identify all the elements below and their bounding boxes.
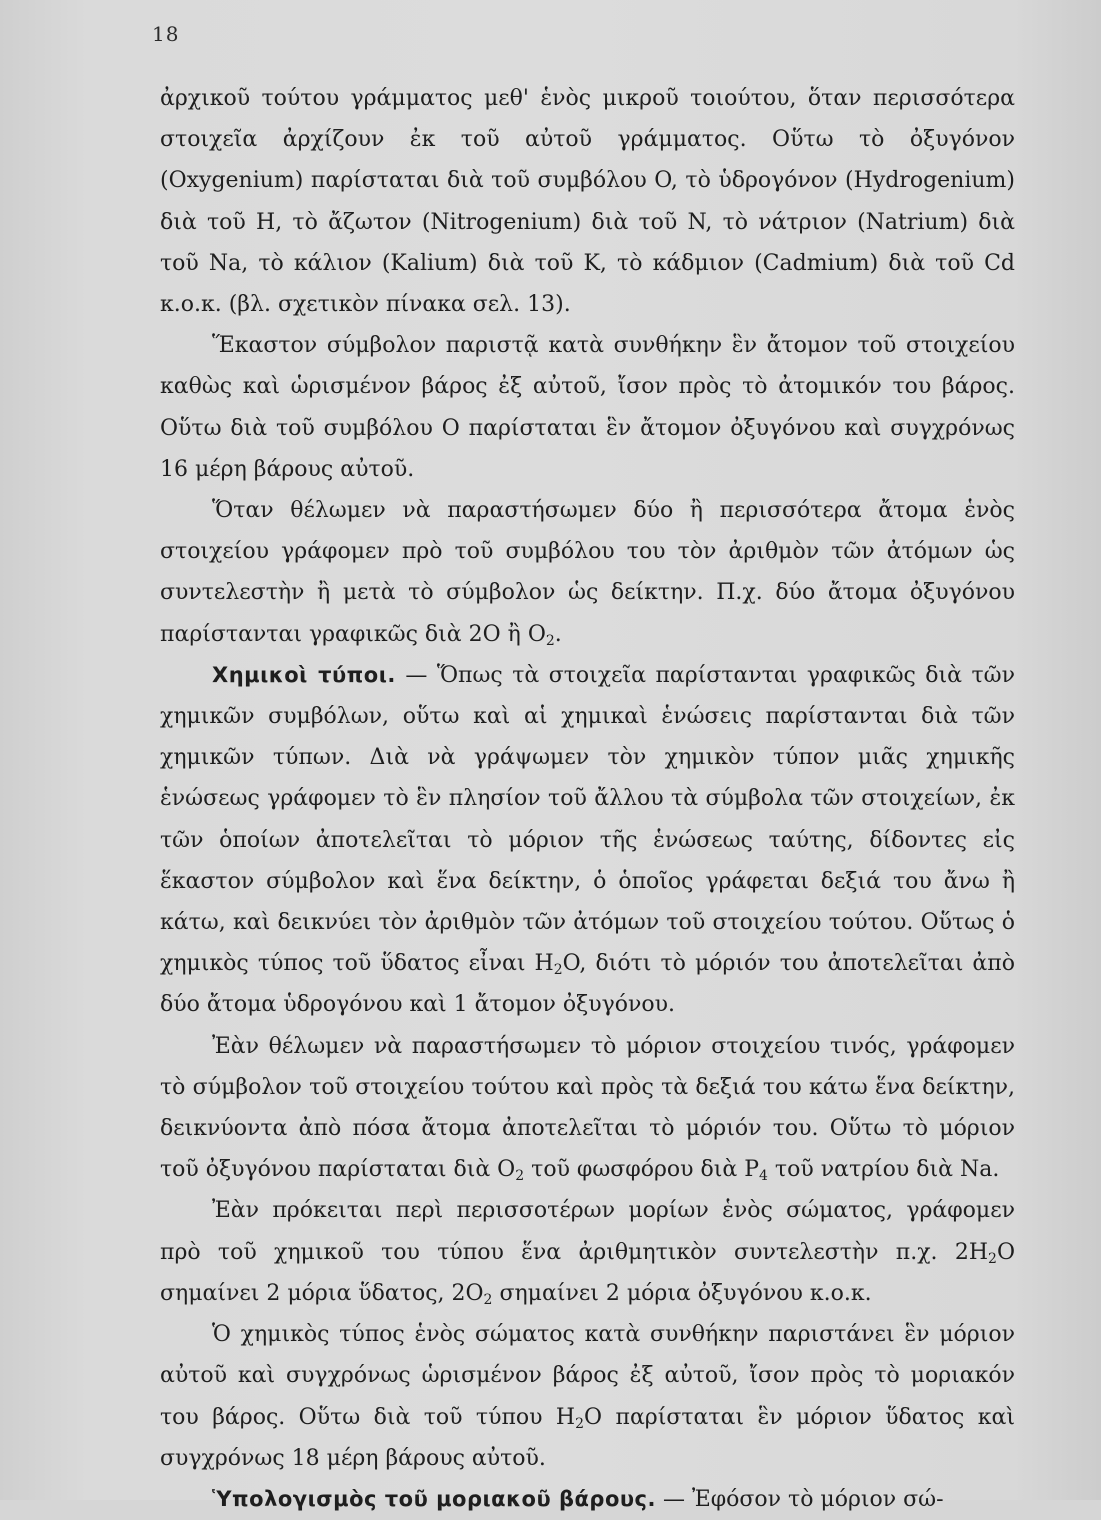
- paragraph-element-symbols: [160, 78, 1015, 325]
- page-number: 18: [152, 22, 180, 46]
- subscript: 2: [515, 1168, 525, 1185]
- section-heading-chemical-formulas: Χημικοὶ τύποι.: [212, 662, 396, 687]
- paragraph-text: Ἐὰν θέλωμεν νὰ παραστήσωμεν τὸ μόριον στοιχείου τινός, γράφομεν τὸ σύμβολον τοῦ στοιχείου τούτου καὶ πρὸς τὰ δεξιά του κάτω ἕνα δείκτην, δεικνύοντα ἀπὸ πόσα ἄτομα ἀποτελεῖται τὸ μόριόν του. Οὕτω τὸ μόριον τοῦ ὀξυγόνου παρίσταται διὰ O: [160, 1033, 1015, 1183]
- paragraph-text: τοῦ φωσφόρου διὰ P: [524, 1157, 760, 1183]
- paragraph-text: O σημαίνει 2 μόρια ὕδατος, 2O: [160, 1239, 1015, 1306]
- subscript: 2: [575, 1415, 585, 1432]
- paragraph-text: O, διότι τὸ μόριόν του ἀποτελεῖται ἀπὸ δύο ἄτομα ὑδρογόνου καὶ 1 ἄτομον ὀξυγόνου.: [160, 951, 1015, 1018]
- paragraph-text: Ὁ χημικὸς τύπος ἑνὸς σώματος κατὰ συνθήκην παριστάνει ἓν μόριον αὐτοῦ καὶ συγχρόνως ὡρισμένον βάρος ἐξ αὐτοῦ, ἴσον πρὸς τὸ μοριακόν του βάρος. Οὕτω διὰ τοῦ τύπου H: [160, 1322, 1015, 1430]
- subscript: 4: [759, 1168, 768, 1185]
- paragraph-text: Ἕκαστον σύμβολον παριστᾷ κατὰ συνθήκην ἓν ἄτομον τοῦ στοιχείου καθὼς καὶ ὡρισμένον βάρος ἐξ αὐτοῦ, ἴσον πρὸς τὸ ἀτομικόν του βάρος. Οὕτω διὰ τοῦ συμβόλου O παρίσταται ἓν ἄτομον ὀξυγόνου καὶ συγχρόνως 16 μέρη βάρους αὐτοῦ.: [160, 333, 1015, 482]
- paragraph-text: ἀρχικοῦ τούτου γράμματος μεθ' ἑνὸς μικροῦ τοιούτου, ὅταν περισσότερα στοιχεῖα ἀρχίζουν ἐκ τοῦ αὐτοῦ γράμματος. Οὕτω τὸ ὀξυγόνον (Oxygenium) παρίσταται διὰ τοῦ συμβόλου O, τὸ ὑδρογόνον (Hydrogenium) διὰ τοῦ H, τὸ ἄζωτον (Nitrogenium) διὰ τοῦ N, τὸ νάτριον (Natrium) διὰ τοῦ Na, τὸ κάλιον (Kalium) διὰ τοῦ K, τὸ κάδμιον (Cadmium) διὰ τοῦ Cd κ.ο.κ. (βλ. σχετικὸν πίνακα σελ. 13).: [160, 86, 1015, 318]
- body-text: [160, 78, 1015, 1520]
- paragraph-multiple-atoms: [160, 490, 1015, 655]
- paragraph-molecular-weight: [160, 1479, 1015, 1520]
- paragraph-element-molecule: [160, 1026, 1015, 1191]
- paragraph-text: .: [554, 621, 562, 647]
- paragraph-text: — Ἐφόσον τὸ μόριον σώ-: [655, 1486, 944, 1512]
- subscript: 2: [988, 1250, 997, 1267]
- paragraph-multiple-molecules: [160, 1190, 1015, 1314]
- paragraph-text: σημαίνει 2 μόρια ὀξυγόνου κ.ο.κ.: [492, 1280, 872, 1306]
- paragraph-text: Ἐὰν πρόκειται περὶ περισσοτέρων μορίων ἑνὸς σώματος, γράφομεν πρὸ τοῦ χημικοῦ του τύπου ἕνα ἀριθμητικὸν συντελεστὴν π.χ. 2H: [160, 1198, 1015, 1265]
- paragraph-symbol-meaning: [160, 325, 1015, 490]
- paragraph-text: O παρίσταται ἓν μόριον ὕδατος καὶ συγχρόνως 18 μέρη βάρους αὐτοῦ.: [160, 1404, 1016, 1471]
- paragraph-formula-meaning: [160, 1314, 1015, 1479]
- paragraph-text: τοῦ νατρίου διὰ Na.: [767, 1157, 1000, 1183]
- subscript: 2: [545, 632, 555, 649]
- paragraph-text: — Ὅπως τὰ στοιχεῖα παρίστανται γραφικῶς διὰ τῶν χημικῶν συμβόλων, οὕτω καὶ αἱ χημικαὶ ἑνώσεις παρίστανται διὰ τῶν χημικῶν τύπων. Διὰ νὰ γράψωμεν τὸν χημικὸν τύπον μιᾶς χημικῆς ἑνώσεως γράφομεν τὸ ἓν πλησίον τοῦ ἄλλου τὰ σύμβολα τῶν στοιχείων, ἐκ τῶν ὁποίων ἀποτελεῖται τὸ μόριον τῆς ἑνώσεως ταύτης, δίδοντες εἰς ἕκαστον σύμβολον καὶ ἕνα δείκτην, ὁ ὁποῖος γράφεται δεξιά του ἄνω ἢ κάτω, καὶ δεικνύει τὸν ἀριθμὸν τῶν ἀτόμων τοῦ στοιχείου τούτου. Οὕτως ὁ χημικὸς τύπος τοῦ ὕδατος εἶναι H: [160, 662, 1015, 977]
- paragraph-text: Ὅταν θέλωμεν νὰ παραστήσωμεν δύο ἢ περισσότερα ἄτομα ἑνὸς στοιχείου γράφομεν πρὸ τοῦ συμβόλου του τὸν ἀριθμὸν τῶν ἀτόμων ὡς συντελεστὴν ἢ μετὰ τὸ σύμβολον ὡς δείκτην. Π.χ. δύο ἄτομα ὀξυγόνου παρίστανται γραφικῶς διὰ 2O ἢ O: [160, 498, 1015, 647]
- subscript: 2: [483, 1291, 493, 1308]
- subscript: 2: [553, 962, 563, 979]
- paragraph-chemical-formulas: [160, 655, 1015, 1026]
- section-heading-molecular-weight: Ὑπολογισμὸς τοῦ μοριακοῦ βάρους.: [212, 1486, 656, 1511]
